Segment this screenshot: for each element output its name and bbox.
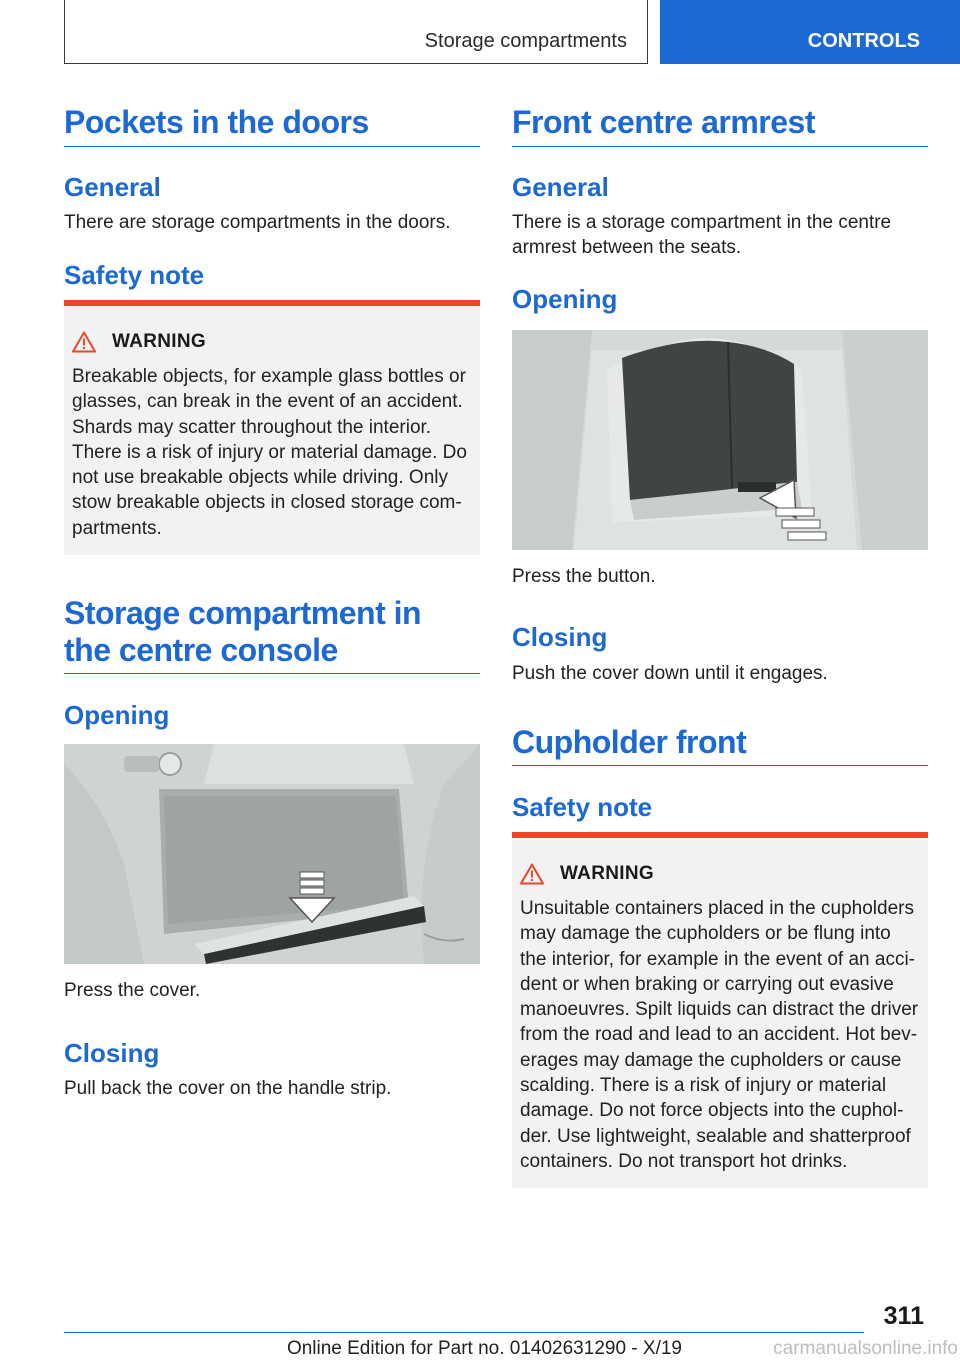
warning-header xyxy=(520,862,654,886)
warning-triangle-icon xyxy=(520,863,544,885)
armrest-opening-text: Press the button. xyxy=(512,566,656,587)
armrest-opening-heading: Opening xyxy=(512,284,618,314)
warning-line: may damage the cupholders or be flung into xyxy=(520,923,891,945)
console-title-line: the centre console xyxy=(64,632,338,668)
warning-line: partments. xyxy=(72,517,162,539)
warning-line: der. Use lightweight, sealable and shatterproof xyxy=(520,1125,911,1147)
warning-line: Unsuitable containers placed in the cupholders xyxy=(520,898,914,919)
text-line: armrest between the seats. xyxy=(512,237,742,258)
page-number: 311 xyxy=(883,1302,924,1330)
console-opening-text: Press the cover. xyxy=(64,980,201,1001)
armrest-rule xyxy=(512,146,928,147)
console-illustration xyxy=(64,744,480,964)
warning-line: containers. Do not transport hot drinks. xyxy=(520,1150,848,1172)
warning-line: There is a risk of injury or material damage. Do xyxy=(72,441,467,463)
warning-line: manoeuvres. Spilt liquids can distract the driver xyxy=(520,999,919,1021)
console-title-line: Storage compartment in xyxy=(64,595,422,631)
pockets-general-text: There are storage compartments in the doors. xyxy=(64,212,451,233)
warning-line: erages may damage the cupholders or cause xyxy=(520,1049,902,1071)
pockets-rule xyxy=(64,146,480,147)
console-rule xyxy=(64,673,480,674)
pockets-safety-heading: Safety note xyxy=(64,260,205,290)
warning-label: WARNING xyxy=(112,331,206,352)
armrest-general-text xyxy=(512,210,928,260)
warning-line: not use breakable objects while driving. Only xyxy=(72,467,448,489)
armrest-title: Front centre armrest xyxy=(512,104,815,140)
console-opening-photo xyxy=(64,744,480,964)
console-closing-heading: Closing xyxy=(64,1038,160,1068)
section-title: Storage compartments xyxy=(424,30,627,52)
warning-triangle-icon xyxy=(72,331,96,353)
warning-line: from the road and lead to an accident. Hot bev- xyxy=(520,1024,918,1046)
warning-line: stow breakable objects in closed storage com- xyxy=(72,492,462,514)
cupholder-title: Cupholder front xyxy=(512,724,747,760)
warning-text xyxy=(72,364,476,541)
warning-line: glasses, can break in the event of an accident. xyxy=(72,391,463,413)
armrest-closing-heading: Closing xyxy=(512,622,608,652)
armrest-general-heading: General xyxy=(512,172,609,202)
warning-box-pockets xyxy=(64,300,480,555)
header-frame xyxy=(64,0,648,64)
armrest-illustration xyxy=(512,330,928,550)
console-title xyxy=(64,595,421,669)
console-closing-text: Pull back the cover on the handle strip. xyxy=(64,1078,392,1099)
warning-line: Breakable objects, for example glass bottles or xyxy=(72,366,466,387)
cupholder-safety-heading: Safety note xyxy=(512,792,653,822)
warning-line: damage. Do not force objects into the cuphol- xyxy=(520,1100,904,1122)
footer-rule xyxy=(64,1332,864,1333)
warning-label: WARNING xyxy=(560,863,654,884)
chapter-tab[interactable] xyxy=(660,0,960,64)
pockets-general-heading: General xyxy=(64,172,161,202)
watermark: carmanualsonline.info xyxy=(773,1338,958,1359)
edition-text: Online Edition for Part no. 01402631290 - X/19 xyxy=(286,1338,682,1359)
armrest-opening-photo xyxy=(512,330,928,550)
warning-box-cupholder xyxy=(512,832,928,1188)
armrest-closing-text: Push the cover down until it engages. xyxy=(512,663,828,684)
pockets-title: Pockets in the doors xyxy=(64,104,369,140)
warning-line: the interior, for example in the event of an acci- xyxy=(520,948,915,970)
warning-line: scalding. There is a risk of injury or material xyxy=(520,1075,887,1097)
warning-line: dent or when braking or carrying out evasive xyxy=(520,973,894,995)
console-opening-heading: Opening xyxy=(64,700,170,730)
warning-line: Shards may scatter throughout the interior. xyxy=(72,416,432,438)
text-line: There is a storage compartment in the centre xyxy=(512,212,892,233)
warning-header xyxy=(72,330,206,354)
cupholder-rule xyxy=(512,765,928,766)
chapter-tab-label: CONTROLS xyxy=(807,30,920,52)
warning-text xyxy=(520,896,924,1174)
